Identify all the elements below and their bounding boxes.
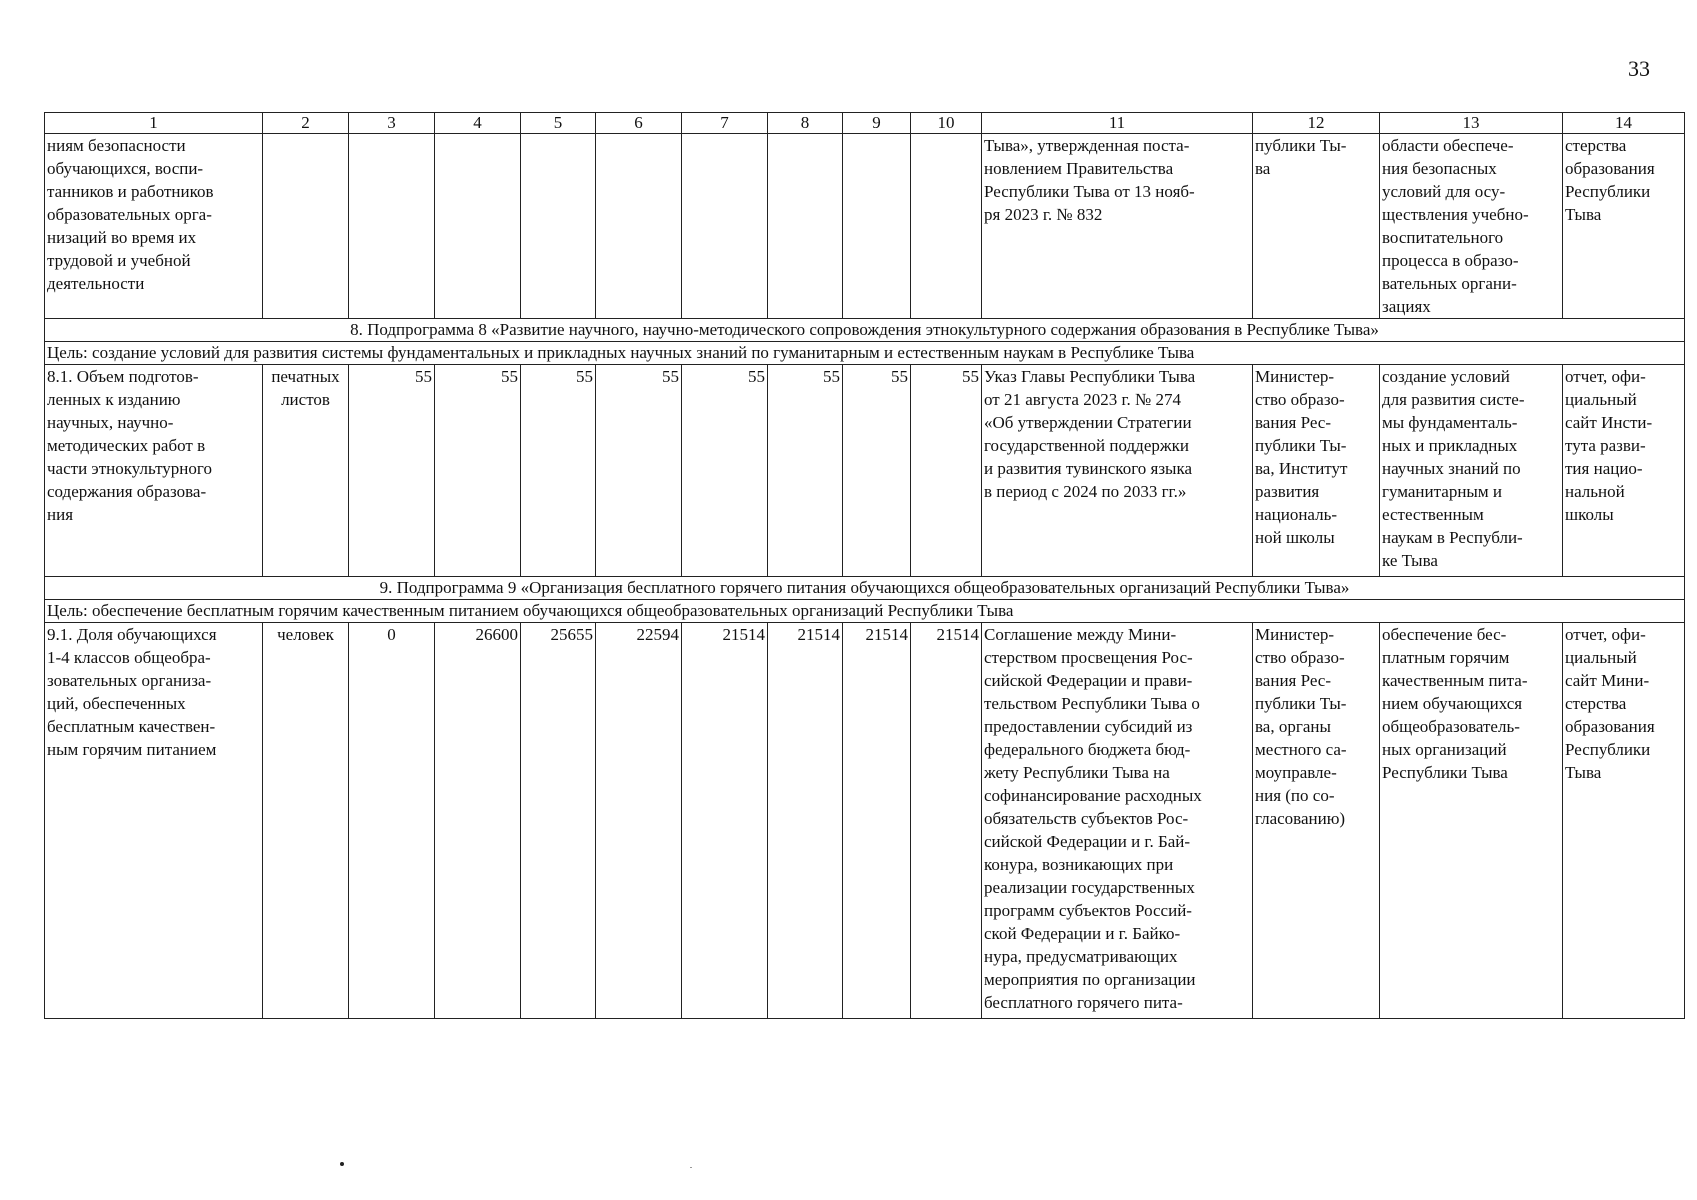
column-number: 8 xyxy=(768,113,843,134)
column-number: 7 xyxy=(682,113,768,134)
column-number: 11 xyxy=(982,113,1253,134)
table-cell xyxy=(521,134,596,319)
column-number: 10 xyxy=(911,113,982,134)
legal-basis: Тыва», утвержденная поста- новлением Правительства Республики Тыва от 13 нояб- ря 2023 г. № 832 xyxy=(982,134,1253,319)
value-cell: 55 xyxy=(911,365,982,577)
subprogram-8-goal: Цель: создание условий для развития системы фундаментальных и прикладных научных знаний по гуманитарным и естественным наукам в Республике Тыва xyxy=(45,342,1685,365)
table-row xyxy=(45,134,1685,319)
value-cell: 55 xyxy=(521,365,596,577)
unit: человек xyxy=(263,623,349,1019)
subprogram-8-title: 8. Подпрограмма 8 «Развитие научного, научно-методического сопровождения этнокультурного содержания образования в Республике Тыва» xyxy=(45,319,1685,342)
goal-row xyxy=(45,342,1685,365)
column-number: 12 xyxy=(1253,113,1380,134)
column-number: 1 xyxy=(45,113,263,134)
subprogram-title-row xyxy=(45,319,1685,342)
value-cell: 21514 xyxy=(768,623,843,1019)
column-number-row xyxy=(45,113,1685,134)
indicator-name: ниям безопасности обучающихся, воспи- танников и работников образовательных орга- низаций во время их трудовой и учебной деятельности xyxy=(45,134,263,319)
value-cell: 26600 xyxy=(435,623,521,1019)
subprogram-9-title: 9. Подпрограмма 9 «Организация бесплатного горячего питания обучающихся общеобразовательных организаций Республики Тыва» xyxy=(45,577,1685,600)
table-cell xyxy=(768,134,843,319)
column-number: 2 xyxy=(263,113,349,134)
column-number: 3 xyxy=(349,113,435,134)
scan-speck xyxy=(690,1167,692,1168)
scan-speck xyxy=(340,1162,344,1166)
table-cell xyxy=(911,134,982,319)
legal-basis: Указ Главы Республики Тыва от 21 августа 2023 г. № 274 «Об утверждении Стратегии государственной поддержки и развития тувинского языка в период с 2024 по 2033 гг.» xyxy=(982,365,1253,577)
value-cell: 21514 xyxy=(911,623,982,1019)
table-row xyxy=(45,623,1685,1019)
table-cell xyxy=(435,134,521,319)
table-cell xyxy=(349,134,435,319)
column-number: 6 xyxy=(596,113,682,134)
indicator-name: 9.1. Доля обучающихся 1-4 классов общеобра- зовательных организа- ций, обеспеченных бесплатным качествен- ным горячим питанием xyxy=(45,623,263,1019)
source: отчет, офи- циальный сайт Инсти- тута разви- тия нацио- нальной школы xyxy=(1563,365,1685,577)
table-cell xyxy=(843,134,911,319)
subprogram-9-goal: Цель: обеспечение бесплатным горячим качественным питанием обучающихся общеобразовательных организаций Республики Тыва xyxy=(45,600,1685,623)
table-cell xyxy=(263,134,349,319)
indicators-table xyxy=(44,112,1685,1019)
value-cell: 55 xyxy=(768,365,843,577)
table-cell xyxy=(596,134,682,319)
legal-basis: Соглашение между Мини- стерством просвещения Рос- сийской Федерации и прави- тельством Республики Тыва о предоставлении субсидий из федерального бюджета бюд- жету Республики Тыва на софинансирование расходных обязательств субъектов Рос- сийской Федерации и г. Бай- конура, возникающих при реализации государственных программ субъектов Россий- ской Федерации и г. Байко- нура, предусматривающих мероприятия по организации бесплатного горячего пита- xyxy=(982,623,1253,1019)
goal-row xyxy=(45,600,1685,623)
table-row xyxy=(45,365,1685,577)
value-cell: 55 xyxy=(682,365,768,577)
subprogram-title-row xyxy=(45,577,1685,600)
value-cell: 22594 xyxy=(596,623,682,1019)
column-number: 5 xyxy=(521,113,596,134)
value-cell: 21514 xyxy=(843,623,911,1019)
value-cell: 0 xyxy=(349,623,435,1019)
value-cell: 21514 xyxy=(682,623,768,1019)
value-cell: 55 xyxy=(596,365,682,577)
source: отчет, офи- циальный сайт Мини- стерства образования Республики Тыва xyxy=(1563,623,1685,1019)
table-cell xyxy=(682,134,768,319)
value-cell: 25655 xyxy=(521,623,596,1019)
page-number: 33 xyxy=(1628,56,1650,81)
indicator-name: 8.1. Объем подготов- ленных к изданию научных, научно- методических работ в части этнокультурного содержания образова- ния xyxy=(45,365,263,577)
responsible: публики Ты- ва xyxy=(1253,134,1380,319)
responsible: Министер- ство образо- вания Рес- публики Ты- ва, Институт развития националь- ной школы xyxy=(1253,365,1380,577)
value-cell: 55 xyxy=(843,365,911,577)
value-cell: 55 xyxy=(349,365,435,577)
expected-result: создание условий для развития систе- мы фундаменталь- ных и прикладных научных знаний по гуманитарным и естественным наукам в Республи- ке Тыва xyxy=(1380,365,1563,577)
column-number: 9 xyxy=(843,113,911,134)
column-number: 4 xyxy=(435,113,521,134)
source: стерства образования Республики Тыва xyxy=(1563,134,1685,319)
column-number: 13 xyxy=(1380,113,1563,134)
value-cell: 55 xyxy=(435,365,521,577)
column-number: 14 xyxy=(1563,113,1685,134)
responsible: Министер- ство образо- вания Рес- публики Ты- ва, органы местного са- моуправле- ния (по со- гласованию) xyxy=(1253,623,1380,1019)
expected-result: обеспечение бес- платным горячим качественным пита- нием обучающихся общеобразователь- ных организаций Республики Тыва xyxy=(1380,623,1563,1019)
unit: печатных листов xyxy=(263,365,349,577)
expected-result: области обеспече- ния безопасных условий для осу- ществления учебно- воспитательного процесса в образо- вательных органи- зациях xyxy=(1380,134,1563,319)
